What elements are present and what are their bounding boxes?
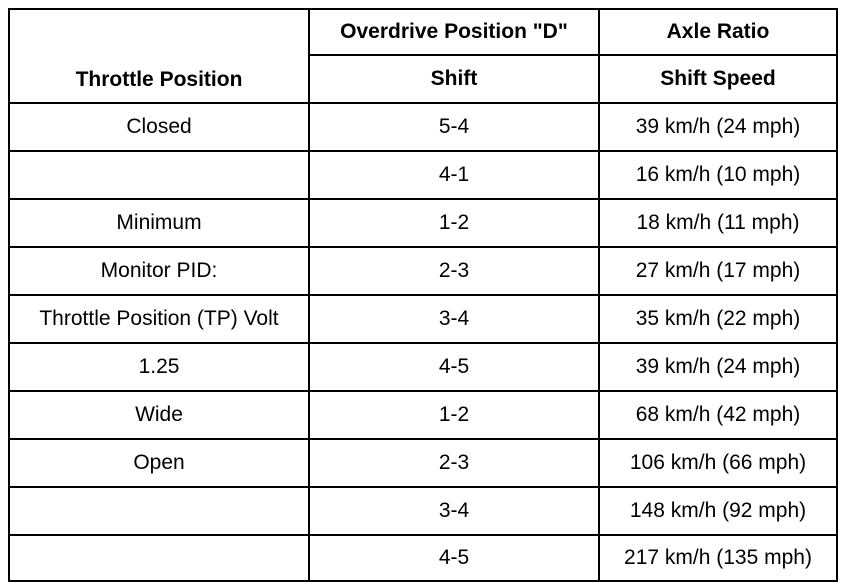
shift-cell: 3-4 — [309, 487, 599, 535]
speed-cell: 39 km/h (24 mph) — [599, 343, 837, 391]
shift-cell: 3-4 — [309, 295, 599, 343]
throttle-cell — [9, 487, 309, 535]
axle-ratio-header: Axle Ratio — [599, 9, 837, 55]
speed-cell: 106 km/h (66 mph) — [599, 439, 837, 487]
overdrive-position-header: Overdrive Position "D" — [309, 9, 599, 55]
shift-speed-header: Shift Speed — [599, 55, 837, 103]
shift-speed-table — [8, 8, 838, 582]
table-row — [9, 199, 837, 247]
table-row — [9, 103, 837, 151]
throttle-cell: Closed — [9, 103, 309, 151]
throttle-cell: Wide — [9, 391, 309, 439]
shift-cell: 4-5 — [309, 343, 599, 391]
speed-cell: 217 km/h (135 mph) — [599, 535, 837, 581]
shift-cell: 2-3 — [309, 247, 599, 295]
table-row — [9, 487, 837, 535]
speed-cell: 27 km/h (17 mph) — [599, 247, 837, 295]
speed-cell: 148 km/h (92 mph) — [599, 487, 837, 535]
shift-cell: 1-2 — [309, 199, 599, 247]
speed-cell: 18 km/h (11 mph) — [599, 199, 837, 247]
shift-cell: 2-3 — [309, 439, 599, 487]
shift-cell: 4-1 — [309, 151, 599, 199]
table-row — [9, 343, 837, 391]
shift-cell: 5-4 — [309, 103, 599, 151]
throttle-cell — [9, 535, 309, 581]
speed-cell: 39 km/h (24 mph) — [599, 103, 837, 151]
speed-cell: 68 km/h (42 mph) — [599, 391, 837, 439]
table-row — [9, 439, 837, 487]
header-row-top — [9, 9, 837, 55]
shift-cell: 1-2 — [309, 391, 599, 439]
throttle-cell: Monitor PID: — [9, 247, 309, 295]
speed-cell: 35 km/h (22 mph) — [599, 295, 837, 343]
throttle-cell — [9, 151, 309, 199]
throttle-cell: Open — [9, 439, 309, 487]
table-row — [9, 295, 837, 343]
speed-cell: 16 km/h (10 mph) — [599, 151, 837, 199]
throttle-position-header: Throttle Position — [9, 9, 309, 103]
throttle-cell: 1.25 — [9, 343, 309, 391]
throttle-cell: Throttle Position (TP) Volt — [9, 295, 309, 343]
table-row — [9, 247, 837, 295]
throttle-cell: Minimum — [9, 199, 309, 247]
table-row — [9, 391, 837, 439]
table-row — [9, 151, 837, 199]
shift-header: Shift — [309, 55, 599, 103]
shift-cell: 4-5 — [309, 535, 599, 581]
table-row — [9, 535, 837, 581]
